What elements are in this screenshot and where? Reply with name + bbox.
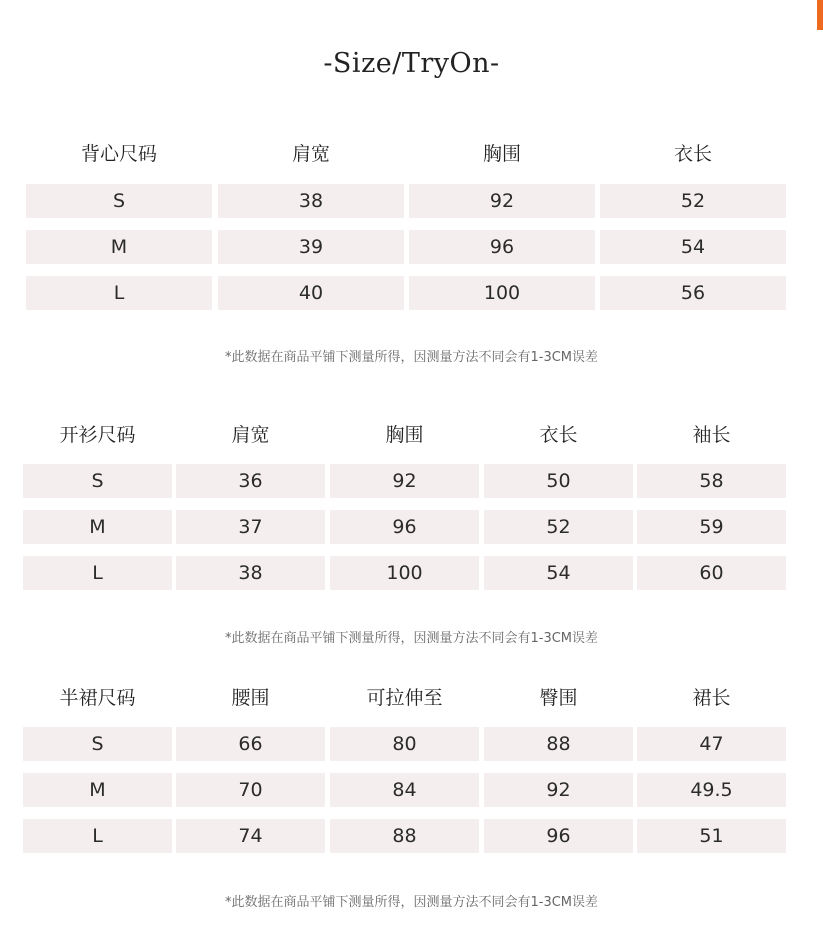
measurement-cell: 38 <box>176 556 325 590</box>
measurement-note: *此数据在商品平铺下测量所得，因测量方法不同会有1-3CM误差 <box>224 350 599 365</box>
table-row <box>0 464 823 498</box>
measurement-cell: 52 <box>600 184 786 218</box>
measurement-note: *此数据在商品平铺下测量所得，因测量方法不同会有1-3CM误差 <box>224 895 599 910</box>
measurement-note: *此数据在商品平铺下测量所得，因测量方法不同会有1-3CM误差 <box>224 631 599 646</box>
measurement-cell: 92 <box>330 464 479 498</box>
measurement-cell: 58 <box>637 464 786 498</box>
measurement-cell: 100 <box>330 556 479 590</box>
table-row <box>0 773 823 807</box>
column-header: 胸围 <box>482 143 521 165</box>
measurement-cell: 38 <box>218 184 404 218</box>
measurement-cell: 54 <box>484 556 633 590</box>
table-header-row <box>0 681 823 715</box>
measurement-cell: 49.5 <box>637 773 786 807</box>
measurement-cell: 96 <box>330 510 479 544</box>
column-header: 袖长 <box>692 424 731 446</box>
size-label-cell: L <box>26 276 212 310</box>
measurement-cell: 80 <box>330 727 479 761</box>
column-header: 背心尺码 <box>80 143 157 165</box>
measurement-cell: 66 <box>176 727 325 761</box>
measurement-cell: 56 <box>600 276 786 310</box>
size-label-cell: M <box>23 773 172 807</box>
measurement-cell: 100 <box>409 276 595 310</box>
accent-bar <box>817 0 823 30</box>
column-header: 肩宽 <box>231 424 270 446</box>
size-label-cell: M <box>26 230 212 264</box>
column-header: 衣长 <box>539 424 578 446</box>
measurement-cell: 36 <box>176 464 325 498</box>
table-row <box>0 819 823 853</box>
column-header: 半裙尺码 <box>59 687 136 709</box>
table-row <box>0 556 823 590</box>
measurement-cell: 47 <box>637 727 786 761</box>
table-header-row <box>0 418 823 452</box>
size-label-cell: S <box>23 464 172 498</box>
measurement-cell: 39 <box>218 230 404 264</box>
column-header: 裙长 <box>692 687 731 709</box>
column-header: 开衫尺码 <box>59 424 136 446</box>
measurement-cell: 96 <box>484 819 633 853</box>
size-label-cell: S <box>23 727 172 761</box>
measurement-cell: 59 <box>637 510 786 544</box>
table-row <box>0 184 823 218</box>
measurement-cell: 37 <box>176 510 325 544</box>
column-header: 衣长 <box>673 143 712 165</box>
measurement-cell: 92 <box>409 184 595 218</box>
measurement-cell: 40 <box>218 276 404 310</box>
measurement-cell: 70 <box>176 773 325 807</box>
table-row <box>0 510 823 544</box>
table-row <box>0 276 823 310</box>
size-label-cell: M <box>23 510 172 544</box>
table-row <box>0 727 823 761</box>
measurement-cell: 52 <box>484 510 633 544</box>
measurement-cell: 54 <box>600 230 786 264</box>
size-label-cell: S <box>26 184 212 218</box>
column-header: 胸围 <box>385 424 424 446</box>
size-label-cell: L <box>23 819 172 853</box>
table-row <box>0 230 823 264</box>
measurement-cell: 96 <box>409 230 595 264</box>
column-header: 腰围 <box>231 687 270 709</box>
measurement-cell: 92 <box>484 773 633 807</box>
column-header: 肩宽 <box>291 143 330 165</box>
column-header: 臀围 <box>539 687 578 709</box>
measurement-cell: 51 <box>637 819 786 853</box>
measurement-cell: 88 <box>330 819 479 853</box>
measurement-cell: 88 <box>484 727 633 761</box>
measurement-cell: 84 <box>330 773 479 807</box>
measurement-cell: 50 <box>484 464 633 498</box>
size-label-cell: L <box>23 556 172 590</box>
table-header-row <box>0 137 823 171</box>
measurement-cell: 74 <box>176 819 325 853</box>
measurement-cell: 60 <box>637 556 786 590</box>
page-title: -Size/TryOn- <box>323 48 500 79</box>
column-header: 可拉伸至 <box>366 687 443 709</box>
